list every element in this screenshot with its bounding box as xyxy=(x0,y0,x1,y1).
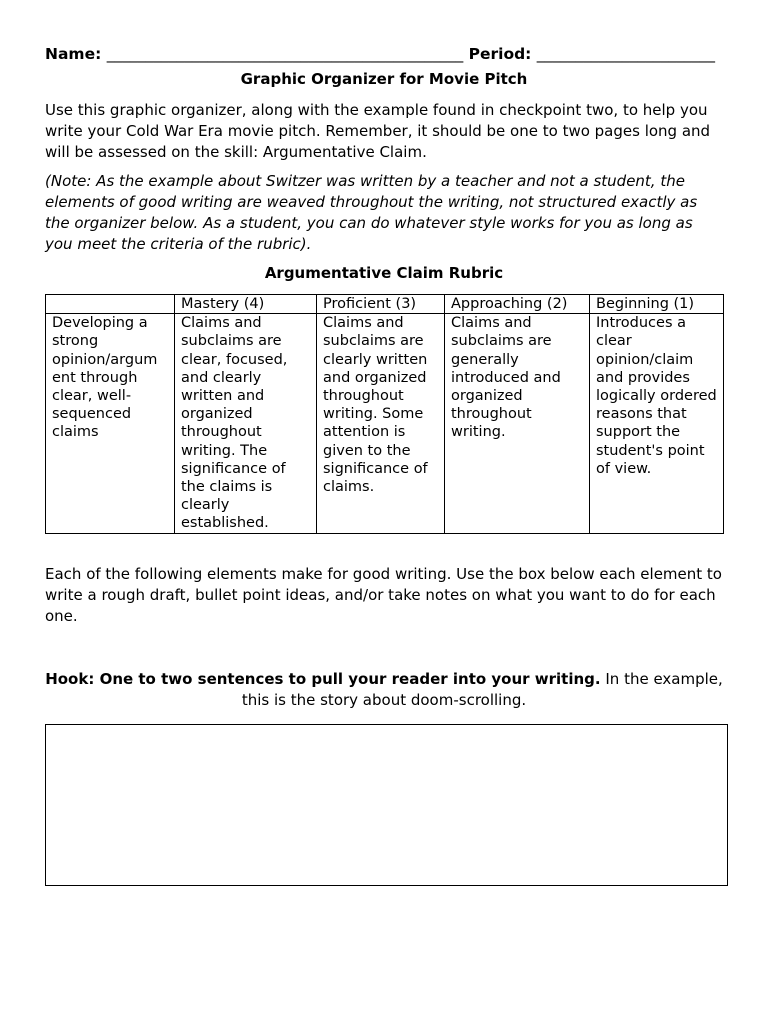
period-label: Period: xyxy=(468,45,532,63)
rubric-header-approaching: Approaching (2) xyxy=(445,295,590,314)
rubric-cell-beginning: Introduces a clear opinion/claim and provides logically ordered reasons that support the student's point of view. xyxy=(590,314,724,533)
hook-heading: Hook: One to two sentences to pull your reader into your writing. xyxy=(45,669,601,688)
rubric-cell-approaching: Claims and subclaims are generally introduced and organized throughout writing. xyxy=(445,314,590,533)
rubric-title: Argumentative Claim Rubric xyxy=(264,264,504,282)
hook-prompt xyxy=(45,669,723,711)
note-paragraph: (Note: As the example about Switzer was written by a teacher and not a student, the elements of good writing are weaved throughout the writing, not structured exactly as the organizer below. As a student, you can do whatever style works for you as long as you meet the criteria of the rubric). xyxy=(45,172,698,253)
hook-description: In the example, this is the story about doom-scrolling. xyxy=(241,669,723,709)
rubric-cell-proficient: Claims and subclaims are clearly written and organized throughout writing. Some attention is given to the significance of claims. xyxy=(317,314,445,533)
intro-paragraph: Use this graphic organizer, along with the example found in checkpoint two, to help you write your Cold War Era movie pitch. Remember, it should be one to two pages long and will be assessed on the skill: Argumentative Claim. xyxy=(45,101,711,161)
name-blank[interactable]: ______________________________________________ xyxy=(106,45,464,63)
name-label: Name: xyxy=(45,45,102,63)
rubric-header-empty xyxy=(46,295,175,314)
rubric-table xyxy=(45,294,724,534)
hook-answer-box[interactable] xyxy=(45,724,728,886)
rubric-header-mastery: Mastery (4) xyxy=(175,295,317,314)
name-period-line xyxy=(45,43,723,66)
rubric-header-beginning: Beginning (1) xyxy=(590,295,724,314)
period-blank[interactable]: _______________________ xyxy=(536,45,716,63)
rubric-criterion: Developing a strong opinion/argum ent through clear, well-sequenced claims xyxy=(46,314,175,533)
rubric-cell-mastery: Claims and subclaims are clear, focused, and clearly written and organized throughout writing. The significance of the claims is clearly established. xyxy=(175,314,317,533)
rubric-header-proficient: Proficient (3) xyxy=(317,295,445,314)
instructions-paragraph: Each of the following elements make for good writing. Use the box below each element to write a rough draft, bullet point ideas, and/or take notes on what you want to do for each one. xyxy=(45,564,722,625)
page-title: Graphic Organizer for Movie Pitch xyxy=(240,70,528,88)
rubric-header-row xyxy=(46,295,724,314)
rubric-row xyxy=(46,314,724,533)
